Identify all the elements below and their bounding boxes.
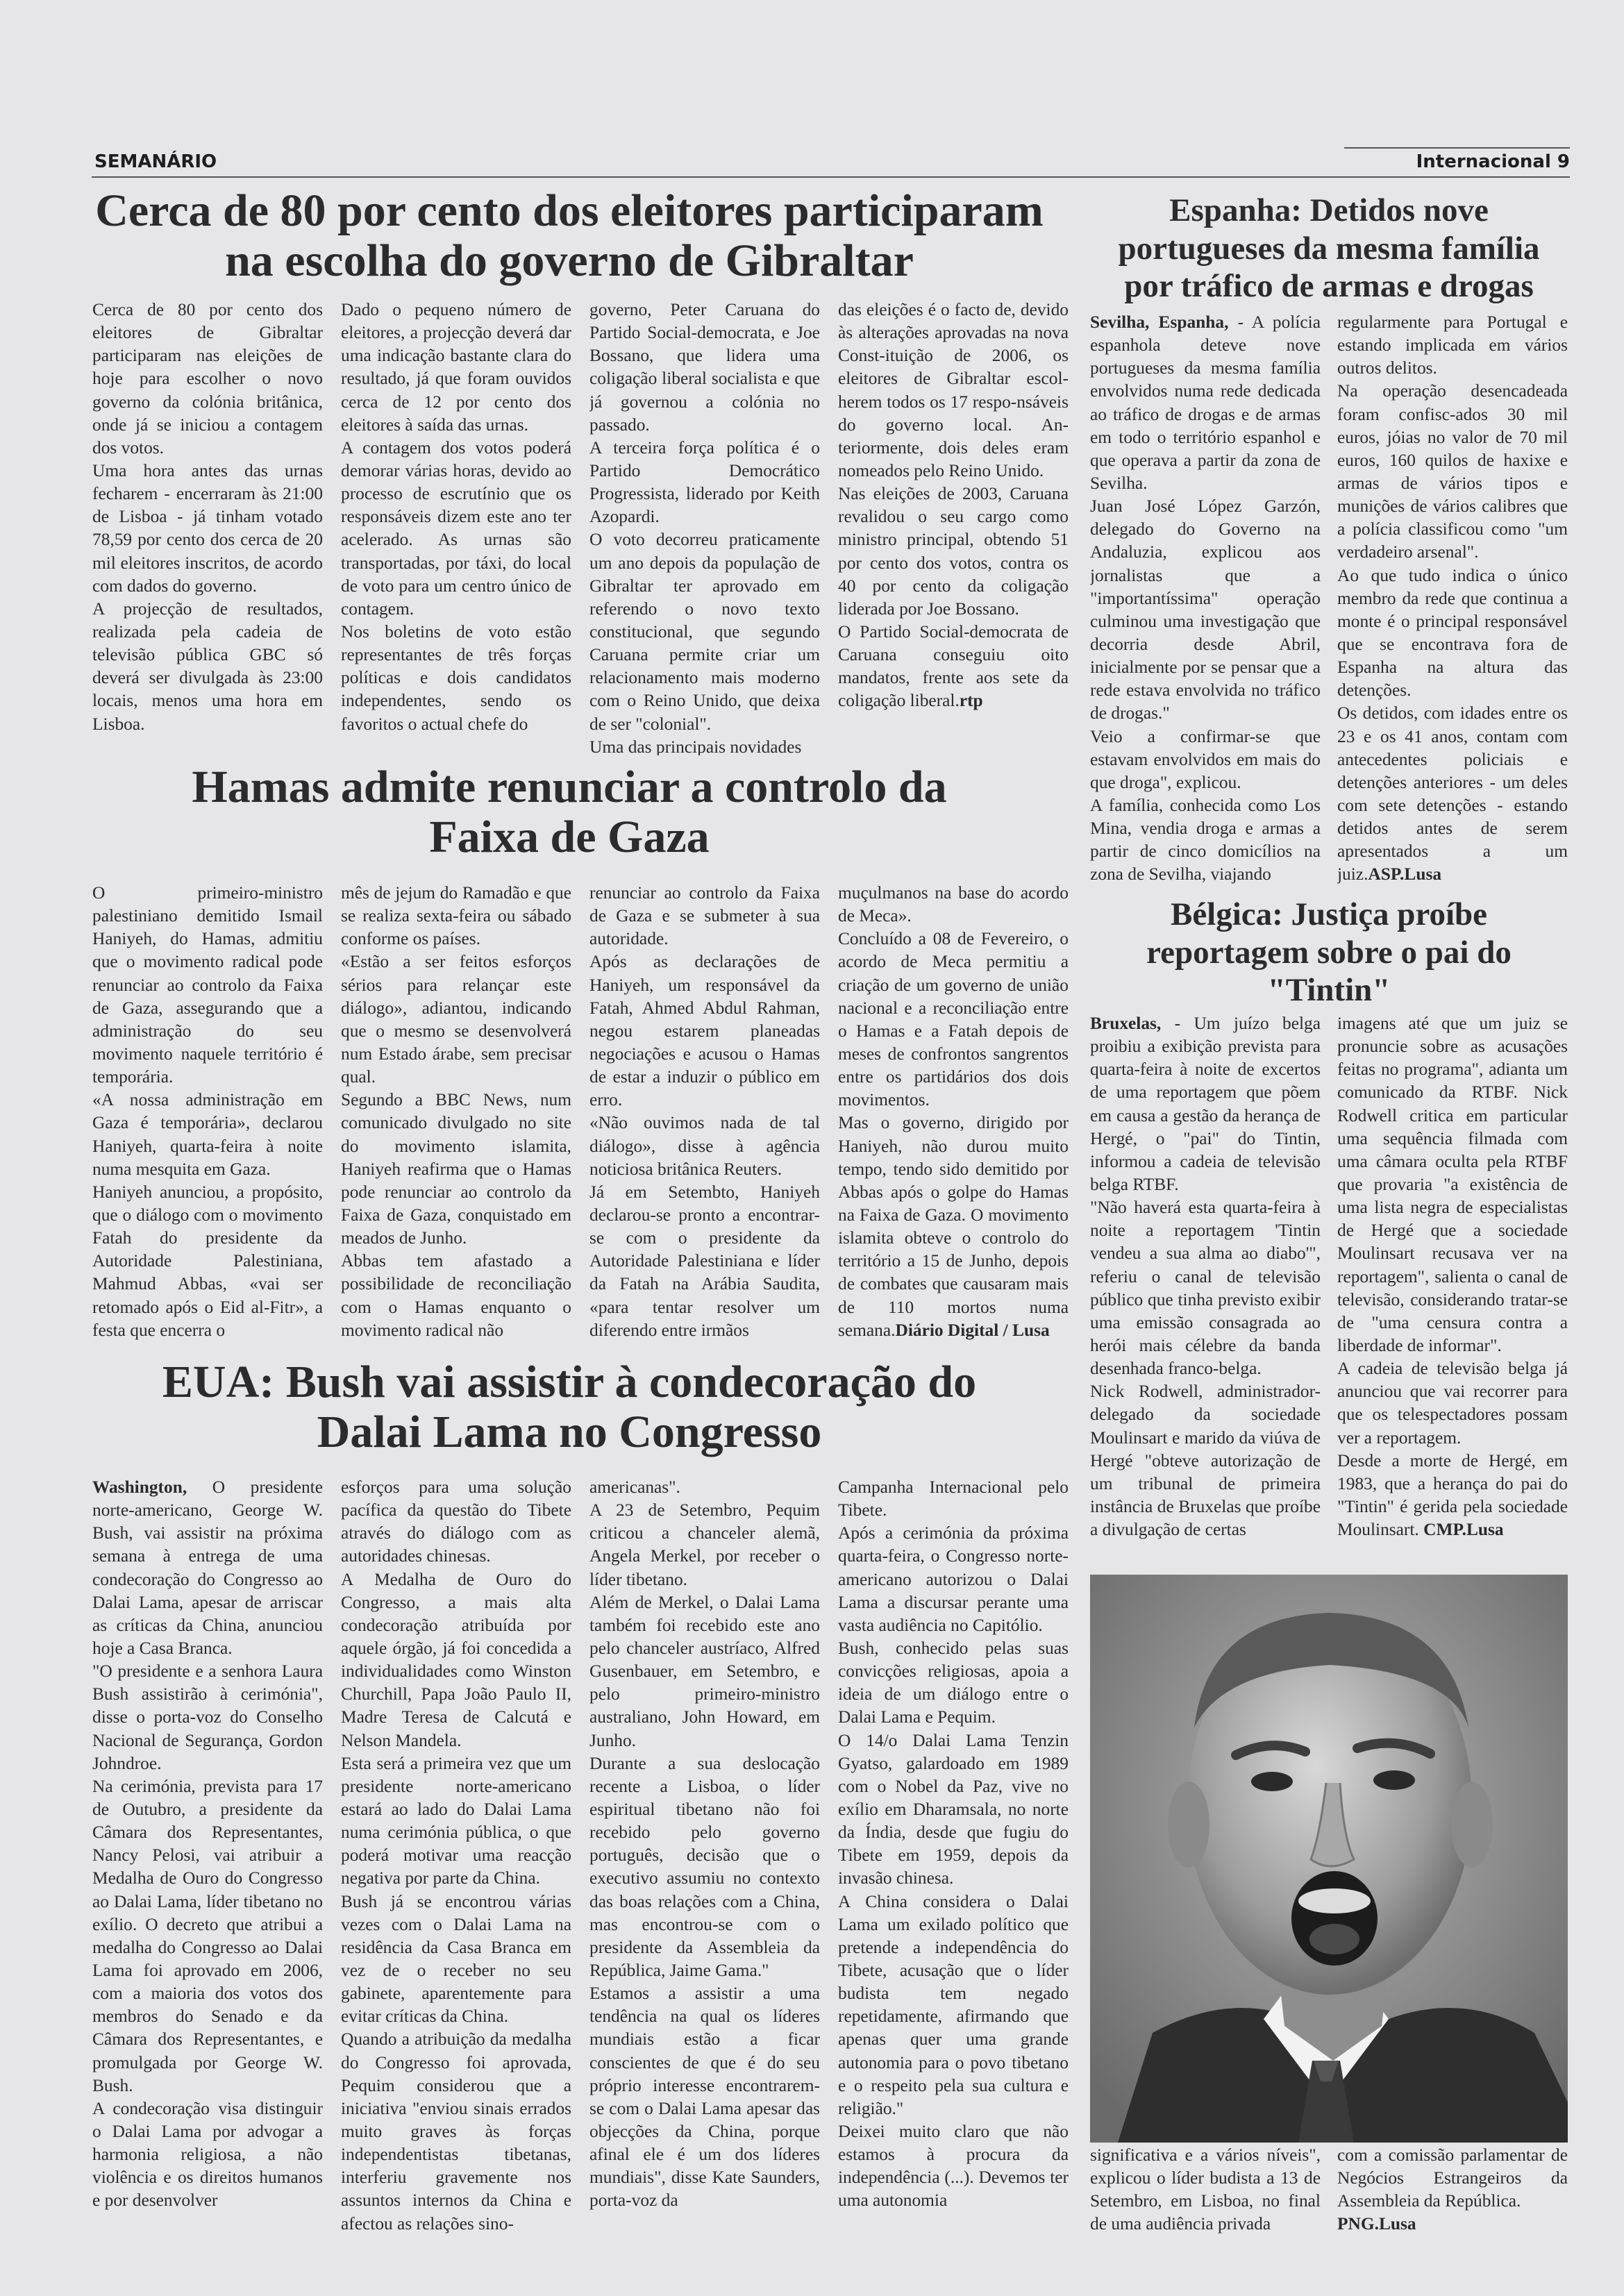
espanha-signature: ASP.Lusa (1368, 864, 1442, 885)
gibraltar-col-4 (838, 299, 1069, 755)
espanha-headline (1083, 192, 1575, 305)
eua-col-4 (838, 1476, 1069, 2247)
eua-col-5-text: significativa e a vários níveis", explicou o líder budista a 13 de Setembro, em Lisboa, no final de uma audiência privada (1090, 2145, 1321, 2234)
section-label: Internacional 9 (1416, 151, 1570, 172)
eua-signature: PNG.Lusa (1337, 2214, 1416, 2234)
eua-col-6-text: com a comissão parlamentar de Negócios Estrangeiros da Assembleia da República. (1337, 2145, 1568, 2211)
hamas-headline (83, 762, 1055, 862)
man-portrait-icon (1090, 1575, 1568, 2143)
belgica-signature: CMP.Lusa (1423, 1520, 1504, 1540)
hamas-col-2-text: mês de jejum do Ramadão e que se realiza sexta-feira ou sábado conforme os países. «Estão a ser feitos esforços sérios para relançar este diálogo», adiantou, indicando que o mesmo se desenvolverá num Estado árabe, sem precisar qual. Segundo a BBC News, num comunicado divulgado no site do movimento islamita, Haniyeh reafirma que o Hamas pode renunciar ao controlo da Faixa de Gaza, conquistado em meados de Junho. Abbas tem afastado a possibilidade de reconciliação com o Hamas enquanto o movimento radical não (341, 883, 571, 1340)
belgica-col-1 (1090, 1012, 1321, 1568)
hamas-col-1-text: O primeiro-ministro palestiniano demitido Ismail Haniyeh, do Hamas, admitiu que o movimento radical pode renunciar ao controlo da Faixa de Gaza, assegurando que a administração do seu movimento naquele território é temporária. «A nossa administração em Gaza é temporária», declarou Haniyeh, quarta-feira à noite numa mesquita em Gaza. Haniyeh anunciou, a propósito, que o diálogo com o movimento Fatah do presidente da Autoridade Palestiniana, Mahmud Abbas, «vai ser retomado após o Eid al-Fitr», a festa que encerra o (92, 883, 323, 1340)
eua-col-2-text: esforços para uma solução pacífica da questão do Tibete através do diálogo com as autoridades chinesas. A Medalha de Ouro do Congresso, a mais alta condecoração atribuída por aquele órgão, já foi concedida a individualidades como Winston Churchill, Papa João Paulo II, Madre Teresa de Calcutá e Nelson Mandela. Esta será a primeira vez que um presidente norte-americano estará ao lado do Dalai Lama numa cerimónia pública, o que poderá motivar uma reacção negativa por parte da China. Bush já se encontrou várias vezes com o Dalai Lama na residência da Casa Branca em vez de o receber no seu gabinete, aparentemente para evitar críticas da China. Quando a atribuição da medalha do Congresso foi aprovada, Pequim considerou que a iniciativa "enviou sinais errados muito graves às forças independentistas tibetanas, interferiu gravemente nos assuntos internos da China e afectou as relações sino- (341, 1477, 571, 2234)
belgica-headline-line3: "Tintin" (1267, 972, 1391, 1009)
hamas-col-3 (589, 882, 820, 1361)
espanha-headline-line2: portugueses da mesma família (1118, 230, 1540, 267)
espanha-col-2-text: regularmente para Portugal e estando implicada em vários outros delitos. Na operação desencadeada foram confisc-ados 30 mil euros, jóias no valor de 70 mil euros, 160 quilos de haxixe e armas de vários tipos e munições de vários calibres que a polícia classificou como "um verdadeiro arsenal". Ao que tudo indica o único membro da rede que continua a monte é o principal responsável que se encontrava fora de Espanha na altura das detenções. Os detidos, com idades entre os 23 e os 41 anos, contam com antecedentes policiais e detenções anteriores - um deles com sete detenções - estando detidos antes de serem apresentados a um juiz. (1337, 312, 1568, 885)
gibraltar-col-3 (589, 299, 820, 755)
hamas-headline-line2: Faixa de Gaza (429, 811, 710, 862)
gibraltar-headline-line1: Cerca de 80 por cento dos eleitores participaram (95, 185, 1044, 236)
eua-col-3 (589, 1476, 820, 2247)
belgica-headline-line2: reportagem sobre o pai do (1146, 934, 1512, 971)
belgica-headline (1083, 896, 1575, 1009)
eua-col-1-text: O presidente norte-americano, George W. Bush, vai assistir na próxima semana à entrega de uma condecoração do Congresso ao Dalai Lama, apesar de arriscar as críticas da China, anunciou hoje a Casa Branca. "O presidente e a senhora Laura Bush assistirão à cerimónia", disse o porta-voz do Conselho Nacional de Segurança, Gordon Johndroe. Na cerimónia, prevista para 17 de Outubro, a presidente da Câmara dos Representantes, Nancy Pelosi, vai atribuir a Medalha de Ouro do Congresso ao Dalai Lama, líder tibetano no exílio. O decreto que atribui a medalha do Congresso ao Dalai Lama foi aprovado em 2006, com a maioria dos votos dos membros do Senado e da Câmara dos Representantes, e promulgada por George W. Bush. A condecoração visa distinguir o Dalai Lama por advogar a harmonia religiosa, a não violência e os direitos humanos e por desenvolver (92, 1477, 323, 2211)
eua-col-1 (92, 1476, 323, 2247)
eua-headline-line2: Dalai Lama no Congresso (317, 1406, 822, 1457)
eua-col-3-text: americanas". A 23 de Setembro, Pequim criticou a chanceler alemã, Angela Merkel, por receber o líder tibetano. Além de Merkel, o Dalai Lama também foi recebido este ano pelo chanceler austríaco, Alfred Gusenbauer, em Setembro, e pelo primeiro-ministro australiano, John Howard, em Junho. Durante a sua deslocação recente a Lisboa, o líder espiritual tibetano não foi recebido pelo governo português, decisão que o executivo assumiu no contexto das boas relações com a China, mas encontrou-se com o presidente da Assembleia da República, Jaime Gama." Estamos a assistir a uma tendência na qual os líderes mundiais estão a ficar conscientes de que é do seu próprio interesse encontrarem-se com o Dalai Lama apesar das objecções da China, porque afinal ele é um dos líderes mundiais", disse Kate Saunders, porta-voz da (589, 1477, 820, 2211)
gibraltar-col-4-text: das eleições é o facto de, devido às alterações aprovadas na nova Const-ituição de 2006, os eleitores de Gibraltar escol-herem todos os 17 respo-nsáveis do governo local. An-teriormente, dois deles eram nomeados pelo Reino Unido. Nas eleições de 2003, Caruana revalidou o seu cargo como ministro principal, obtendo 51 por cento dos votos, contra os 40 por cento da coligação liderada por Joe Bossano. O Partido Social-democrata de Caruana conseguiu oito mandatos, frente aos sete da coligação liberal. (838, 300, 1069, 711)
espanha-col-1 (1090, 311, 1321, 889)
hamas-col-4 (838, 882, 1069, 1361)
belgica-dateline: Bruxelas, (1090, 1014, 1162, 1033)
eua-col-4-text: Campanha Internacional pelo Tibete. Após a cerimónia da próxima quarta-feira, o Congresso norte-americano autorizou o Dalai Lama a discursar perante uma vasta audiência no Capitólio. Bush, conhecido pelas suas convicções religiosas, apoia a ideia de um diálogo entre o Dalai Lama e Pequim. O 14/o Dalai Lama Tenzin Gyatso, galardoado em 1989 com o Nobel da Paz, vive no exílio em Dharamsala, no norte da Índia, desde que fugiu do Tibete em 1959, depois da invasão chinesa. A China considera o Dalai Lama um exilado político que pretende a independência do Tibete, acusação que o líder budista tem negado repetidamente, afirmando que apenas quer uma grande autonomia para o povo tibetano e o respeito pela sua cultura e religião." Deixei muito claro que não estamos à procura da independência (...). Devemos ter uma autonomia (838, 1477, 1069, 2211)
gibraltar-col-1 (92, 299, 323, 755)
belgica-headline-line1: Bélgica: Justiça proíbe (1170, 896, 1488, 932)
press-photo (1090, 1575, 1568, 2143)
espanha-col-2 (1337, 311, 1568, 889)
espanha-col-1-text: - A polícia espanhola deteve nove portugueses da mesma família envolvidos numa rede dedicada ao tráfico de drogas e de armas em todo o território espanhol e que operava a partir da zona de Sevilha. Juan José López Garzón, delegado do Governo na Andaluzia, explicou aos jornalistas que a "importantíssima" operação culminou uma investigação que decorria desde Abril, inicialmente por se pensar que a rede estava envolvida no tráfico de drogas." Veio a confirmar-se que estavam envolvidos em mais do que droga", explicou. A família, conhecida como Los Mina, vendia droga e armas a partir de cinco domicílios na zona de Sevilha, viajando (1090, 312, 1321, 885)
publication-name: SEMANÁRIO (94, 151, 217, 172)
espanha-headline-line3: por tráfico de armas e drogas (1124, 268, 1534, 305)
espanha-headline-line1: Espanha: Detidos nove (1169, 192, 1489, 228)
gibraltar-col-1-text: Cerca de 80 por cento dos eleitores de Gibraltar participaram nas eleições de hoje para escolher o novo governo da colónia britânica, onde já se iniciou a contagem dos votos. Uma hora antes das urnas fecharem - encerraram às 21:00 de Lisboa - já tinham votado 78,59 por cento dos cerca de 20 mil eleitores inscritos, de acordo com dados do governo. A projecção de resultados, realizada pela cadeia de televisão pública GBC só deverá ser divulgada às 23:00 locais, menos uma hora em Lisboa. (92, 300, 323, 734)
hamas-col-4-text: muçulmanos na base do acordo de Meca». Concluído a 08 de Fevereiro, o acordo de Meca permitiu a criação de um governo de união nacional e a reconciliação entre o Hamas e a Fatah depois de meses de confrontos sangrentos entre os partidários dos dois movimentos. Mas o governo, dirigido por Haniyeh, não durou muito tempo, tendo sido demitido por Abbas após o golpe do Hamas na Faixa de Gaza. O movimento islamita obteve o controlo do território a 15 de Junho, depois de combates que causaram mais de 110 mortos numa semana. (838, 883, 1069, 1340)
gibraltar-col-2 (341, 299, 571, 755)
hamas-col-1 (92, 882, 323, 1361)
gibraltar-col-2-text: Dado o pequeno número de eleitores, a projecção deverá dar uma indicação bastante clara do resultado, já que foram ouvidos cerca de 12 por cento dos eleitores à saída das urnas. A contagem dos votos poderá demorar várias horas, devido ao processo de escrutínio que os responsáveis dizem este ano ter acelerado. As urnas são transportadas, por táxi, do local de voto para um centro único de contagem. Nos boletins de voto estão representantes de três forças políticas e dois candidatos independentes, sendo os favoritos o actual chefe do (341, 300, 571, 734)
eua-headline-line1: EUA: Bush vai assistir à condecoração do (162, 1357, 977, 1407)
belgica-col-2-text: imagens até que um juiz se pronuncie sobre as acusações feitas no programa", adianta um comunicado da RTBF. Nick Rodwell critica em particular uma sequência filmada com uma câmara oculta pela RTBF que provaria "a existência de uma lista negra de especialistas de Hergé que a sociedade Moulinsart recusava ver na reportagem", salienta o canal de televisão, considerando tratar-se de "uma censura contra a liberdade de informar". A cadeia de televisão belga já anunciou que vai recorrer para que os telespectadores possam ver a reportagem. Desde a morte de Hergé, em 1983, que a herança do pai do "Tintin" é gerida pela sociedade Moulinsart. (1337, 1014, 1568, 1540)
gibraltar-signature: rtp (959, 691, 983, 711)
header-top-rule (1344, 147, 1570, 149)
hamas-col-2 (341, 882, 571, 1361)
belgica-col-1-text: - Um juízo belga proibiu a exibição prevista para quarta-feira à noite de excertos de uma reportagem que põem em causa a gestão da herança de Hergé, o "pai" do Tintin, informou a cadeia de televisão belga RTBF. "Não haverá esta quarta-feira à noite a reportagem 'Tintin vendeu a sua alma ao diabo'", referiu o canal de televisão público que tinha previsto exibir uma emissão consagrada ao herói mais célebre da banda desenhada franco-belga. Nick Rodwell, administrador-delegado da sociedade Moulinsart e marido da viúva de Hergé "obteve autorização de um tribunal de primeira instância de Bruxelas que proíbe a divulgação de certas (1090, 1014, 1321, 1540)
eua-dateline: Washington, (92, 1477, 187, 1497)
header-rule (92, 176, 1570, 178)
hamas-signature: Diário Digital / Lusa (895, 1320, 1050, 1340)
espanha-dateline: Sevilha, Espanha, (1090, 312, 1229, 332)
eua-col-2 (341, 1476, 571, 2247)
gibraltar-col-3-text: governo, Peter Caruana do Partido Social-democrata, e Joe Bossano, que lidera uma coligação liberal socialista e que já governou a colónia no passado. A terceira força política é o Partido Democrático Progressista, liderado por Keith Azopardi. O voto decorreu praticamente um ano depois da população de Gibraltar ter aprovado em referendo o novo texto constitucional, que segundo Caruana permite criar um relacionamento mais moderno com o Reino Unido, que deixa de ser "colonial". Uma das principais novidades (589, 300, 820, 755)
hamas-col-3-text: renunciar ao controlo da Faixa de Gaza e se submeter à sua autoridade. Após as declarações de Haniyeh, um responsável da Fatah, Ahmed Abdul Rahman, negou estarem planeadas negociações e acusou o Hamas de estar a induzir o público em erro. «Não ouvimos nada de tal diálogo», disse à agência noticiosa britânica Reuters. Já em Setembto, Haniyeh declarou-se pronto a encontrar-se com o presidente da Autoridade Palestiniana e líder da Fatah na Arábia Saudita, «para tentar resolver um diferendo entre irmãos (589, 883, 820, 1340)
gibraltar-headline-line2: na escolha do governo de Gibraltar (225, 235, 914, 286)
eua-headline (83, 1357, 1055, 1457)
hamas-headline-line1: Hamas admite renunciar a controlo da (192, 762, 947, 812)
eua-col-6 (1337, 2144, 1568, 2248)
belgica-col-2 (1337, 1012, 1568, 1568)
gibraltar-headline (83, 186, 1055, 286)
eua-col-5 (1090, 2144, 1321, 2248)
